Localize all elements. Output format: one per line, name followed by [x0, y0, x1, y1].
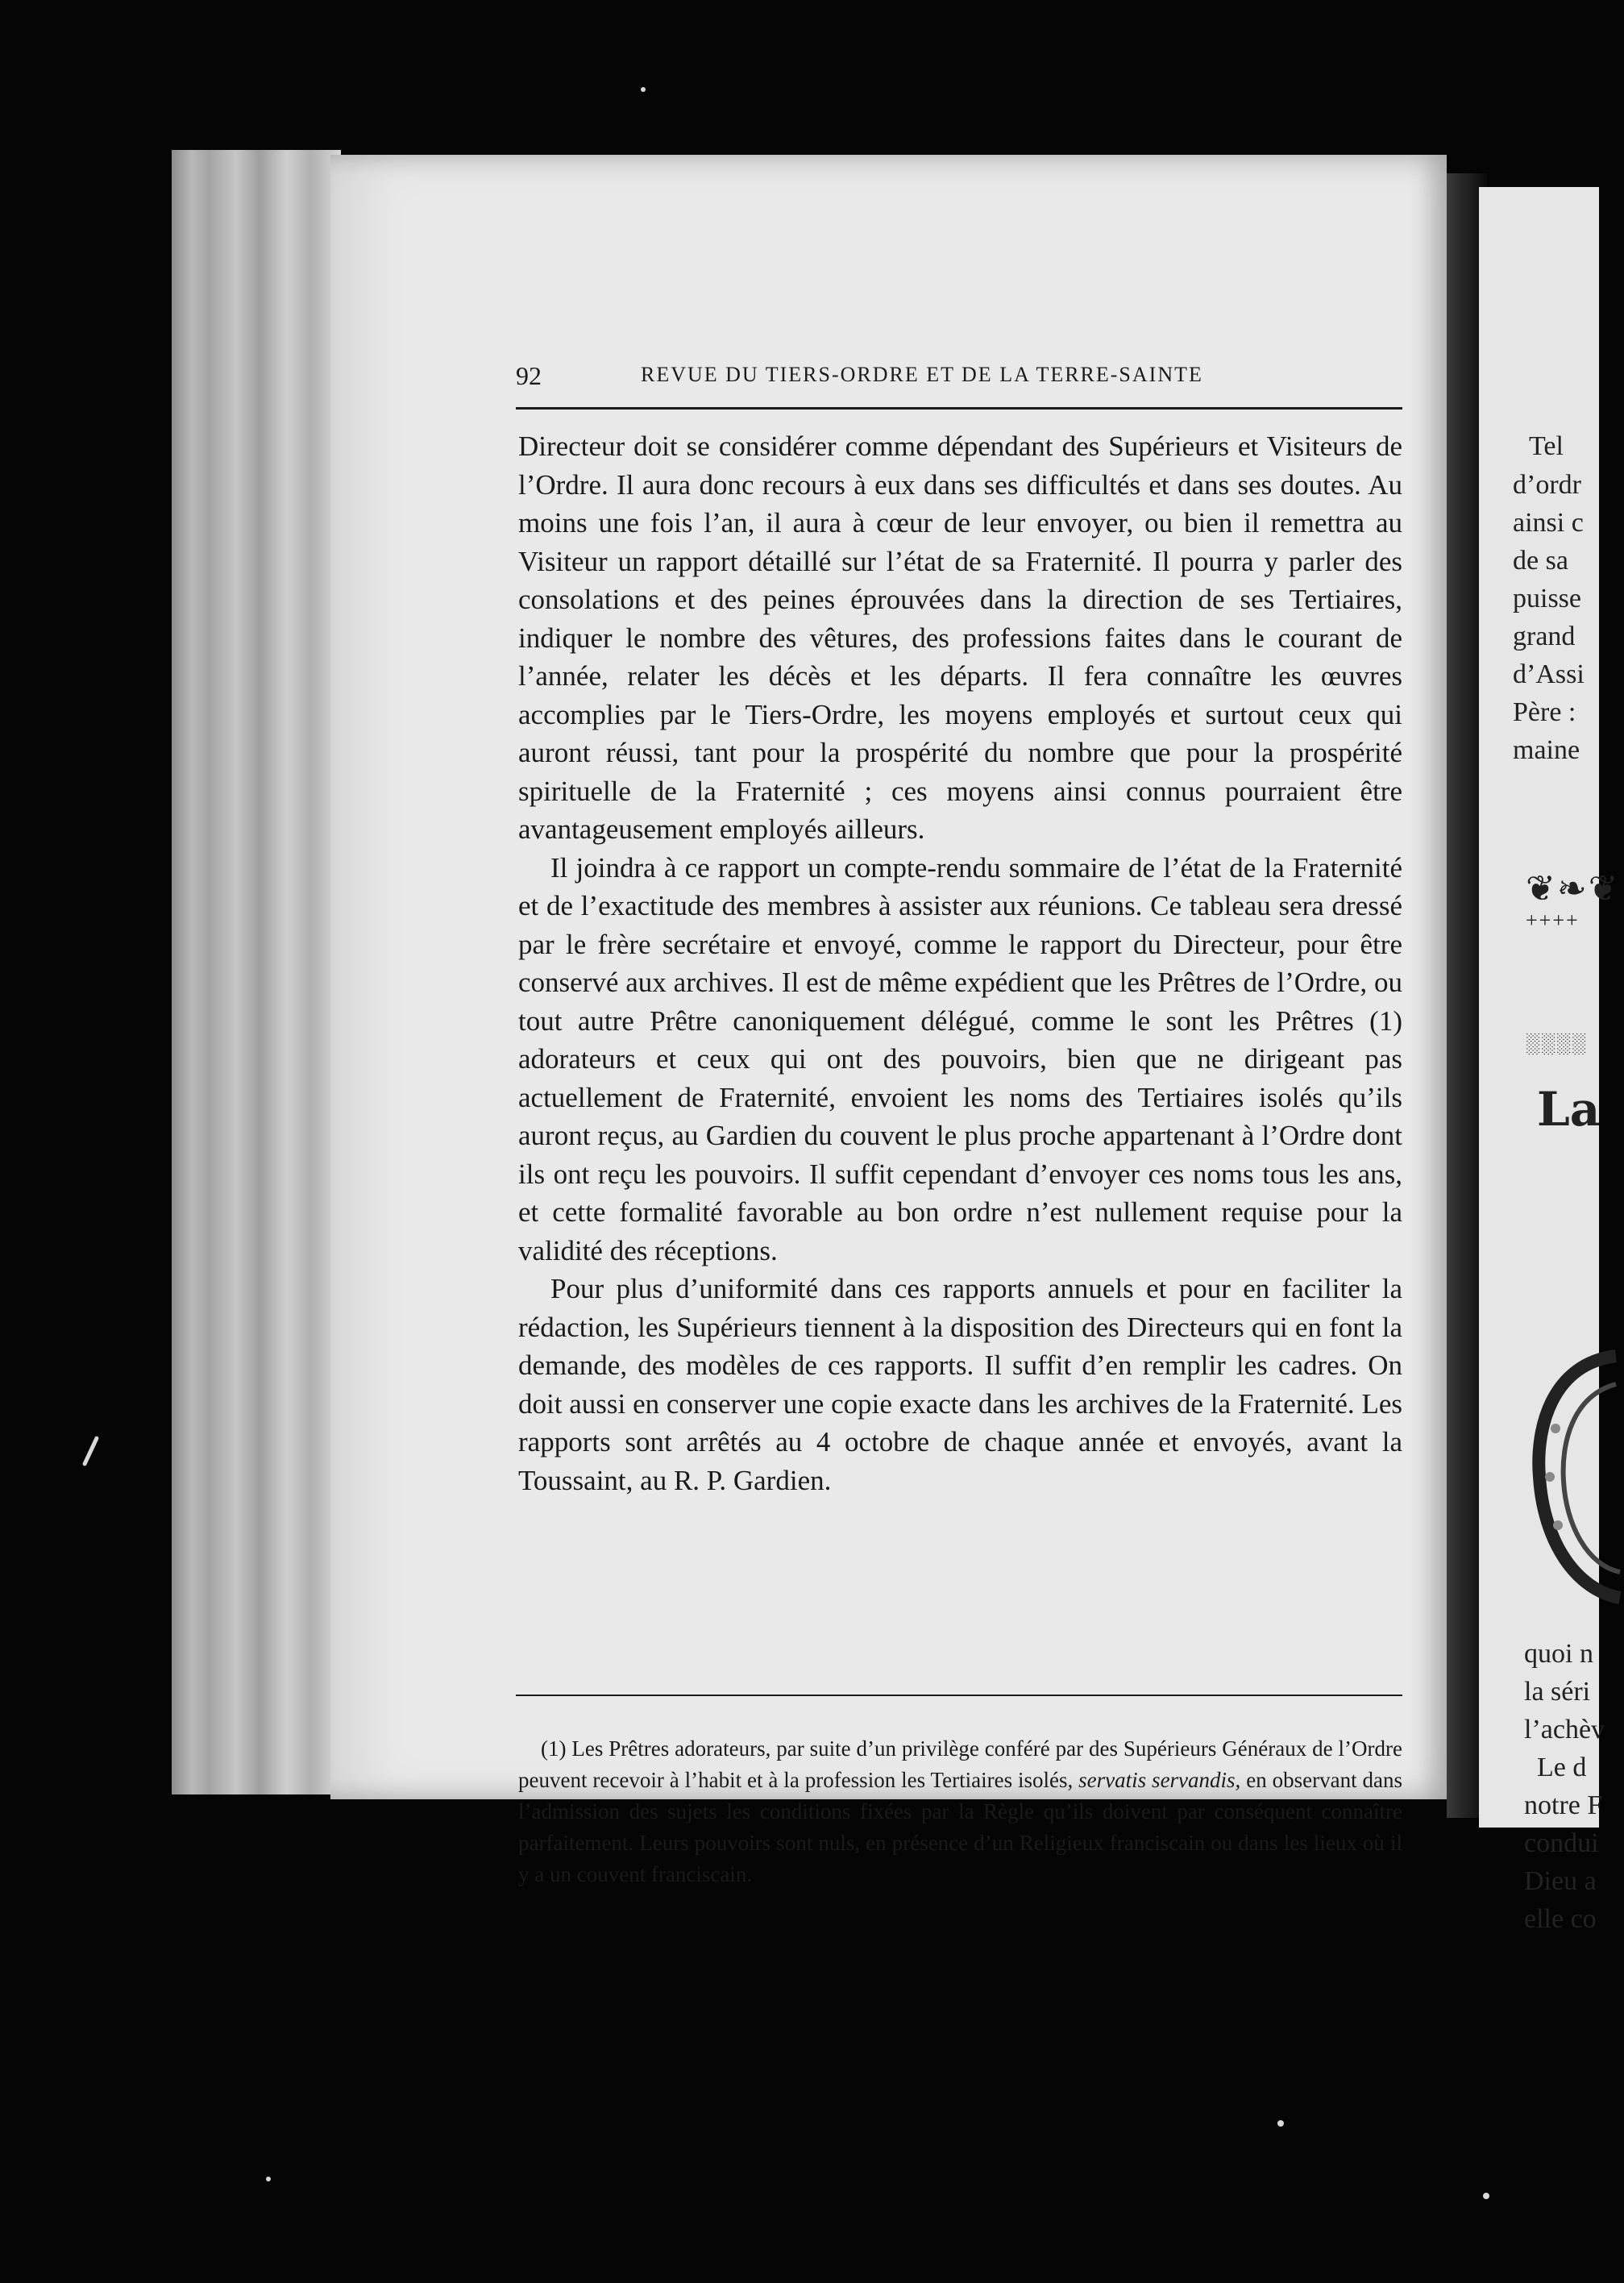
right-page-line: d’ordr	[1513, 470, 1581, 500]
paragraph: Il joindra à ce rapport un compte-rendu sommaire de l’état de la Fraternité et de l’exactitude des membres à assister aux réunions. Ce tableau sera dressé par le frère secrétaire et envoyé, comme le rapport du Directeur, pour être conservé aux archives. Il est de même expédient que les Prêtres de l’Ordre, ou tout autre Prêtre canoniquement délégué, comme le sont les Prêtres (1) adorateurs et ceux qui ont des pouvoirs, bien que ne dirigeant pas actuellement de Fraternité, envoient les noms des Tertiaires isolés qu’ils auront reçus, au Gardien du couvent le plus proche appartenant à l’Ordre dont ils ont reçu les pouvoirs. Il suffit cependant d’envoyer ces noms tous les ans, et cette formalité favorable au bon ordre n’est nullement requise pour la validité des réceptions.	[518, 851, 1402, 1266]
body-text	[518, 427, 1402, 1499]
right-page	[1479, 187, 1620, 1934]
right-page-line: d’Assi	[1513, 659, 1585, 689]
right-page-line: elle co	[1524, 1904, 1597, 1934]
right-page-line: la séri	[1524, 1677, 1591, 1707]
book-page-edges	[172, 150, 341, 1794]
right-page-line: Dieu a	[1524, 1866, 1597, 1896]
dust-speck	[641, 87, 646, 92]
right-page-line: ainsi c	[1513, 508, 1584, 538]
footnote-text: Les Prêtres adorateurs, par suite d’un privilège conféré par des Supérieurs Généraux de l’Ordre peuvent recevoir à l’habit et à la profession les Tertiaires isolés,	[518, 1736, 1402, 1792]
right-page-line: Tel	[1529, 431, 1564, 461]
ornament: ░░░░	[1526, 1033, 1588, 1054]
right-page-line: condui	[1524, 1828, 1599, 1858]
ornament: ❦❧❦	[1526, 869, 1620, 909]
paragraph: Directeur doit se considérer comme dépendant des Supérieurs et Visiteurs de l’Ordre. Il aura donc recours à eux dans ses difficultés et dans ses doutes. Au moins une fois l’an, il aura à cœur de leur envoyer, ou bien il remettra au Visiteur un rapport détaillé sur l’état de sa Fraternité. Il pourra y parler des consolations et des peines éprouvées dans la direction de ses Tertiaires, indiquer le nombre des vêtures, des professions faites dans le courant de l’année, relater les décès et les départs. Il fera connaître les œuvres accomplies par le Tiers-Ordre, les moyens employés et surtout ceux qui auront réussi, tant pour la prospérité du nombre que pour la prospérité spirituelle de la Fraternité ; ces moyens ainsi connus pourraient être avantageusement employés ailleurs.	[518, 430, 1402, 845]
paragraph: Pour plus d’uniformité dans ces rapports annuels et pour en faciliter la rédaction, les Supérieurs tiennent à la disposition des Directeurs qui en font la demande, des modèles de ces rapports. Il suffit d’en remplir les cadres. On doit aussi en conserver une copie exacte dans les archives de la Fraternité. Les rapports sont arrêtés au 4 octobre de chaque année et envoyés, avant la Toussaint, au R. P. Gardien.	[518, 1273, 1402, 1496]
right-page-line: de sa	[1513, 546, 1568, 576]
ornament: ++++	[1526, 909, 1580, 932]
footnote	[518, 1733, 1402, 1890]
right-page-line: notre F	[1524, 1790, 1603, 1820]
header-rule	[516, 407, 1402, 410]
footnote-marker: (1)	[541, 1736, 567, 1761]
right-page-line: quoi n	[1524, 1639, 1593, 1669]
footnote-italic: servatis servandis,	[1078, 1768, 1241, 1792]
drop-cap-ornament	[1527, 1340, 1624, 1614]
page-number: 92	[516, 361, 542, 390]
right-page-line: maine	[1513, 735, 1580, 765]
dust-speck	[82, 1436, 99, 1466]
right-page-line: grand	[1513, 622, 1576, 651]
footnote-rule	[516, 1695, 1402, 1696]
right-page-line: Le d	[1537, 1753, 1587, 1782]
running-title: REVUE DU TIERS-ORDRE ET DE LA TERRE-SAINTE	[641, 363, 1203, 386]
right-page-line: Père :	[1513, 697, 1576, 727]
footnote-text: en observant dans l’admission des sujets les conditions fixées par la Règle qu’ils doivent par conséquent connaître parfaitement. Leurs pouvoirs sont nuls, en présence d’un Religieux franciscain ou dans les lieux où il y a un couvent franciscain.	[518, 1768, 1402, 1886]
dust-speck	[266, 2177, 271, 2181]
right-page-line: puisse	[1513, 584, 1581, 613]
section-heading: La	[1537, 1082, 1601, 1137]
dust-speck	[1277, 2120, 1284, 2127]
right-page-line: l’achèv	[1524, 1715, 1605, 1744]
dust-speck	[1483, 2193, 1489, 2199]
